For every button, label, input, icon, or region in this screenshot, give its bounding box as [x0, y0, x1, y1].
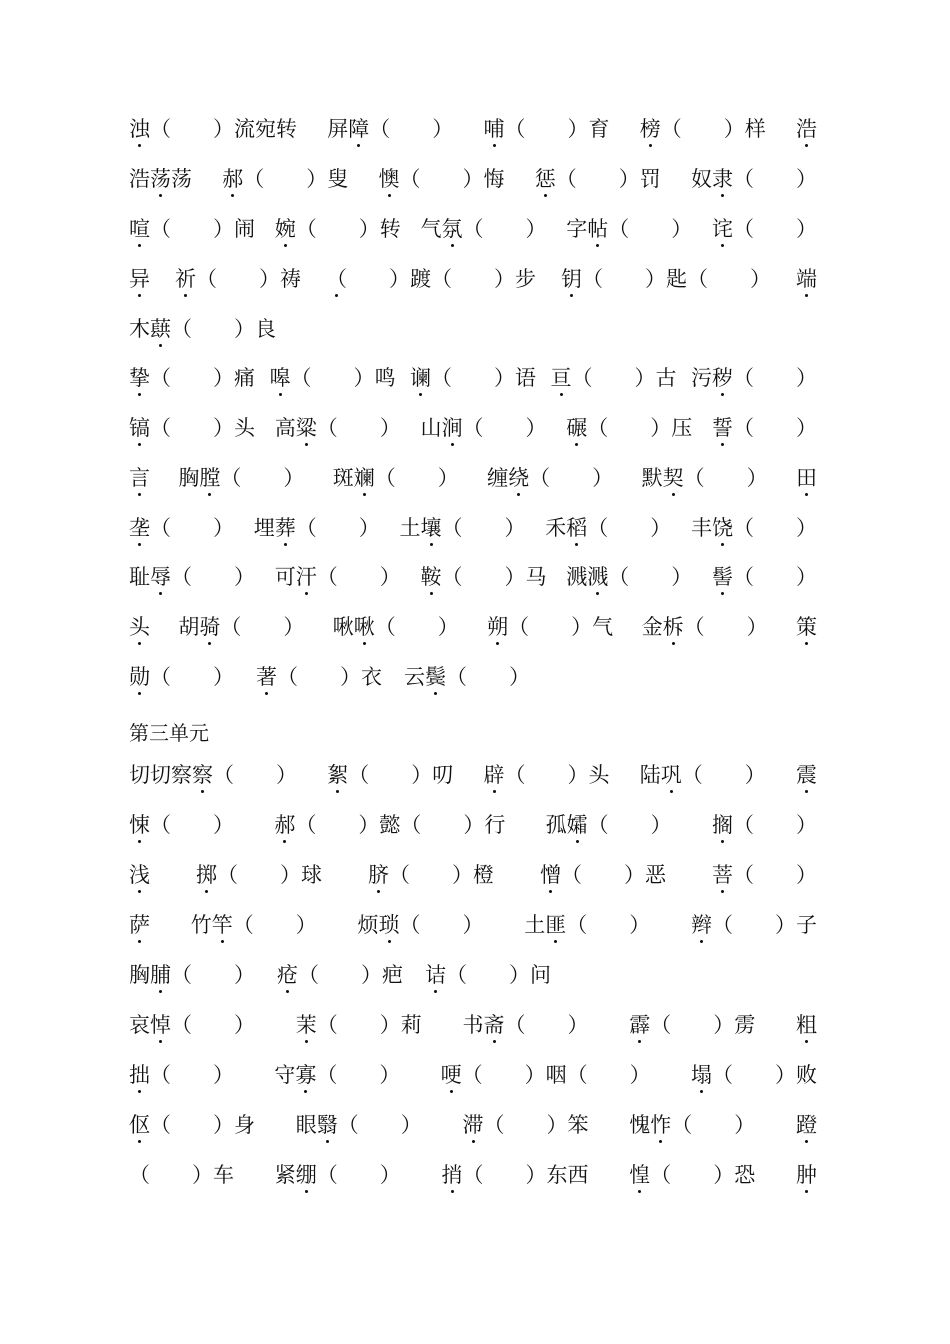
emphasis-dot-char: 秽 [712, 366, 733, 390]
text-line [129, 513, 817, 543]
emphasis-dot-char: 涧 [441, 416, 463, 440]
emphasis-dot-char: 镐 [129, 416, 150, 440]
word-entry: 缠绕（ ） [487, 466, 614, 490]
word-entry: 金柝（ ） [641, 615, 768, 639]
emphasis-dot-char: 郝 [274, 813, 296, 837]
emphasis-dot-char: 田 [795, 466, 817, 490]
word-entry: 浊（ ）流宛转 [129, 117, 297, 141]
emphasis-dot-char: （ [326, 267, 347, 291]
emphasis-dot-char: 浊 [129, 117, 150, 141]
emphasis-dot-char: 竿 [211, 913, 233, 937]
emphasis-dot-char: 鬓 [425, 665, 446, 689]
word-entry: 浩荡荡 [129, 167, 192, 191]
word-entry: 惶（ ）恐 [629, 1163, 756, 1187]
emphasis-dot-char: 髻 [712, 565, 733, 589]
emphasis-dot-char: 壤 [420, 516, 442, 540]
emphasis-dot-char: 震 [796, 763, 817, 787]
emphasis-dot-char: 汗 [295, 565, 317, 589]
text-line [129, 363, 817, 393]
word-entry: 陆巩（ ） [639, 763, 766, 787]
word-entry: 懊（ ）悔 [378, 167, 505, 191]
emphasis-dot-char: 憎 [540, 863, 561, 887]
word-entry: 钥（ ）匙（ ） [561, 267, 771, 291]
text-line [129, 810, 817, 840]
word-entry: 郝（ ）懿（ ）行 [274, 813, 506, 837]
word-entry: （ ）车 [129, 1163, 234, 1187]
word-entry [796, 612, 817, 642]
text-line [129, 314, 817, 344]
word-entry [129, 910, 150, 940]
emphasis-dot-char: 掷 [196, 863, 217, 887]
word-entry: 哀悼（ ） [129, 1013, 255, 1037]
emphasis-dot-char: 言 [129, 466, 150, 490]
word-entry: 木蕻（ ）良 [129, 317, 276, 341]
word-entry: 憎（ ）恶 [540, 863, 666, 887]
emphasis-dot-char: 孀 [566, 813, 588, 837]
emphasis-dot-char: 膛 [199, 466, 221, 490]
word-entry: 字帖（ ） [566, 217, 693, 241]
word-entry: 喧（ ）闹 [129, 217, 255, 241]
emphasis-dot-char: 辟 [483, 763, 505, 787]
word-entry: 胡骑（ ） [178, 615, 305, 639]
word-entry: 丰饶（ ） [691, 516, 817, 540]
emphasis-dot-char: 脯 [150, 963, 171, 987]
emphasis-dot-char: 斓 [353, 466, 375, 490]
emphasis-dot-char: 障 [348, 117, 370, 141]
word-entry: 垄（ ） [129, 516, 234, 540]
emphasis-dot-char: 察 [192, 763, 213, 787]
emphasis-dot-char: 蹬 [796, 1113, 817, 1137]
word-entry: 烦琐（ ） [357, 913, 484, 937]
emphasis-dot-char: 塌 [690, 1063, 712, 1087]
emphasis-dot-char: 策 [795, 615, 817, 639]
emphasis-dot-char: 祈 [175, 267, 196, 291]
emphasis-dot-char: 谰 [410, 366, 431, 390]
text-line [129, 612, 817, 642]
text-line [129, 264, 817, 294]
word-entry: 茉（ ）莉 [295, 1013, 422, 1037]
word-entry [796, 463, 817, 493]
emphasis-dot-char: 粱 [295, 416, 317, 440]
word-entry: 挚（ ）痛 [129, 366, 255, 390]
emphasis-dot-char: 绷 [295, 1163, 317, 1187]
word-entry: 竹竿（ ） [190, 913, 317, 937]
emphasis-dot-char: 誓 [712, 416, 733, 440]
emphasis-dot-char: 喧 [129, 217, 150, 241]
word-entry: 辟（ ）头 [483, 763, 610, 787]
word-entry: 云鬓（ ） [404, 665, 530, 689]
emphasis-dot-char: 朔 [487, 615, 509, 639]
emphasis-dot-char: 著 [256, 665, 277, 689]
word-entry [129, 463, 150, 493]
word-entry: 高粱（ ） [274, 416, 401, 440]
emphasis-dot-char: 头 [129, 615, 150, 639]
emphasis-dot-char: 哺 [483, 117, 505, 141]
emphasis-dot-char: 勋 [129, 665, 150, 689]
word-entry: 诘（ ）问 [425, 963, 551, 987]
emphasis-dot-char: 哽 [440, 1063, 462, 1087]
word-entry: 胸脯（ ） [129, 963, 255, 987]
emphasis-dot-char: 契 [662, 466, 684, 490]
word-entry [129, 264, 150, 294]
emphasis-dot-char: 肿 [796, 1163, 817, 1187]
word-entry: 诧（ ） [712, 217, 817, 241]
emphasis-dot-char: 氛 [441, 217, 463, 241]
emphasis-dot-char: 浩 [796, 117, 817, 141]
emphasis-dot-char: 惩 [534, 167, 556, 191]
word-entry: 切切察察（ ） [129, 763, 297, 787]
emphasis-dot-char: 悚 [129, 813, 150, 837]
emphasis-dot-char: 翳 [316, 1113, 338, 1137]
emphasis-dot-char: 隶 [712, 167, 733, 191]
emphasis-dot-char: 柝 [662, 615, 684, 639]
text-line [129, 860, 817, 890]
text-line [129, 910, 817, 940]
word-entry: 书斋（ ） [462, 1013, 589, 1037]
emphasis-dot-char: 怍 [650, 1113, 672, 1137]
word-entry: 奴隶（ ） [691, 167, 817, 191]
emphasis-dot-char: 菩 [712, 863, 733, 887]
word-entry: 气氛（ ） [420, 217, 547, 241]
word-entry: 谰（ ）语 [410, 366, 536, 390]
word-entry: 紧绷（ ） [274, 1163, 401, 1187]
word-entry [796, 264, 817, 294]
word-entry: 祈（ ）祷 [175, 267, 301, 291]
emphasis-dot-char: 寡 [295, 1063, 317, 1087]
word-entry [796, 760, 817, 790]
word-entry: 鞍（ ）马 [420, 565, 547, 589]
emphasis-dot-char: 葬 [274, 516, 296, 540]
word-entry: 耻辱（ ） [129, 565, 255, 589]
emphasis-dot-char: 疮 [277, 963, 298, 987]
emphasis-dot-char: 粗 [796, 1013, 817, 1037]
emphasis-dot-char: 榜 [639, 117, 661, 141]
emphasis-dot-char: 稻 [566, 516, 588, 540]
emphasis-dot-char: 诧 [712, 217, 733, 241]
word-entry: 污秽（ ） [691, 366, 817, 390]
emphasis-dot-char: 蕻 [150, 317, 171, 341]
emphasis-dot-char: 亘 [550, 366, 572, 390]
text-line [129, 662, 817, 692]
emphasis-dot-char: 惶 [629, 1163, 651, 1187]
word-entry: 溅溅（ ） [566, 565, 693, 589]
text-line [129, 413, 817, 443]
word-entry: 髻（ ） [712, 565, 817, 589]
text-line [129, 760, 817, 790]
word-entry: 默契（ ） [641, 466, 768, 490]
emphasis-dot-char: 辫 [691, 913, 712, 937]
emphasis-dot-char: 巩 [660, 763, 682, 787]
word-entry: 勋（ ） [129, 665, 234, 689]
text-line [129, 1110, 817, 1140]
emphasis-dot-char: 搁 [711, 813, 733, 837]
emphasis-dot-char: 萨 [129, 913, 150, 937]
word-entry: 捎（ ）东西 [441, 1163, 589, 1187]
text-line [129, 1010, 817, 1040]
emphasis-dot-char: 琐 [378, 913, 400, 937]
text-line [129, 960, 817, 990]
emphasis-dot-char: 嗥 [269, 366, 291, 390]
emphasis-dot-char: 绕 [508, 466, 530, 490]
emphasis-dot-char: 悼 [150, 1013, 171, 1037]
emphasis-dot-char: 垄 [129, 516, 150, 540]
word-entry: 伛（ ）身 [129, 1113, 255, 1137]
word-entry: 埋葬（ ） [253, 516, 380, 540]
text-line [129, 463, 817, 493]
emphasis-dot-char: 饶 [712, 516, 733, 540]
word-entry: 亘（ ）古 [550, 366, 677, 390]
word-entry: 惩（ ）罚 [534, 167, 661, 191]
word-entry [796, 114, 817, 144]
word-entry: 榜（ ）样 [639, 117, 766, 141]
emphasis-dot-char: 捎 [441, 1163, 463, 1187]
word-entry: 霹（ ）雳 [629, 1013, 756, 1037]
emphasis-dot-char: 帖 [587, 217, 609, 241]
word-entry: 可汗（ ） [274, 565, 401, 589]
text-line [129, 1160, 817, 1190]
word-entry: 哽（ ）咽（ ） [440, 1063, 651, 1087]
word-entry: 掷（ ）球 [196, 863, 322, 887]
text-line [129, 1060, 817, 1090]
word-entry: 滞（ ）笨 [462, 1113, 589, 1137]
section-heading: 第三单元 [129, 721, 209, 745]
emphasis-dot-char: 荡 [150, 167, 171, 191]
word-entry: 哺（ ）育 [483, 117, 610, 141]
word-entry: 婉（ ）转 [274, 217, 401, 241]
word-entry: 嗥（ ）鸣 [269, 366, 396, 390]
emphasis-dot-char: 浅 [129, 863, 150, 887]
emphasis-dot-char: 懊 [378, 167, 400, 191]
emphasis-dot-char: 茉 [295, 1013, 317, 1037]
word-entry: 辫（ ）子 [691, 913, 817, 937]
emphasis-dot-char: 伛 [129, 1113, 150, 1137]
emphasis-dot-char: 挚 [129, 366, 150, 390]
word-entry: 啾啾（ ） [332, 615, 459, 639]
word-entry [129, 860, 150, 890]
emphasis-dot-char: 絮 [327, 763, 349, 787]
word-entry: 眼翳（ ） [295, 1113, 422, 1137]
word-entry: 搁（ ） [711, 813, 817, 837]
emphasis-dot-char: 辱 [150, 565, 171, 589]
text-line [129, 164, 817, 194]
word-entry: 土壤（ ） [399, 516, 526, 540]
word-entry: 菩（ ） [712, 863, 817, 887]
word-entry: 守寡（ ） [274, 1063, 401, 1087]
word-entry: 斑斓（ ） [332, 466, 459, 490]
word-entry: 疮（ ）疤 [277, 963, 403, 987]
text-line [129, 214, 817, 244]
emphasis-dot-char: 斋 [483, 1013, 505, 1037]
word-entry: 脐（ ）橙 [368, 863, 494, 887]
emphasis-dot-char: 匪 [545, 913, 567, 937]
emphasis-dot-char: 啾 [353, 615, 375, 639]
word-entry: 碾（ ）压 [566, 416, 693, 440]
word-entry: 禾稻（ ） [545, 516, 672, 540]
text-line [129, 114, 817, 144]
word-entry [796, 1160, 817, 1190]
word-entry: 孤孀（ ） [545, 813, 672, 837]
word-entry: 山涧（ ） [420, 416, 547, 440]
word-entry: 土匪（ ） [524, 913, 651, 937]
word-entry: 朔（ ）气 [487, 615, 614, 639]
word-entry: 誓（ ） [712, 416, 817, 440]
word-entry: 著（ ）衣 [256, 665, 382, 689]
word-entry: 塌（ ）败 [690, 1063, 817, 1087]
emphasis-dot-char: 异 [129, 267, 150, 291]
emphasis-dot-char: 郝 [222, 167, 244, 191]
emphasis-dot-char: 霹 [629, 1013, 651, 1037]
emphasis-dot-char: 鞍 [420, 565, 442, 589]
word-entry: 悚（ ） [129, 813, 234, 837]
emphasis-dot-char: 婉 [274, 217, 296, 241]
word-entry: 愧怍（ ） [629, 1113, 756, 1137]
word-entry: 屏障（ ） [327, 117, 454, 141]
word-entry [796, 1010, 817, 1040]
emphasis-dot-char: 端 [796, 267, 817, 291]
word-entry: 拙（ ） [129, 1063, 234, 1087]
word-entry: 郝（ ）叟 [222, 167, 349, 191]
text-line [129, 562, 817, 592]
emphasis-dot-char: 脐 [368, 863, 389, 887]
word-entry: 絮（ ）叨 [327, 763, 454, 787]
emphasis-dot-char: 碾 [566, 416, 588, 440]
word-entry: （ ）踱（ ）步 [326, 267, 536, 291]
word-entry: 胸膛（ ） [178, 466, 305, 490]
word-entry [796, 1110, 817, 1140]
word-entry [129, 612, 150, 642]
emphasis-dot-char: 溅 [587, 565, 609, 589]
emphasis-dot-char: 骑 [199, 615, 221, 639]
word-entry: 镐（ ）头 [129, 416, 255, 440]
emphasis-dot-char: 钥 [561, 267, 582, 291]
emphasis-dot-char: 滞 [462, 1113, 484, 1137]
emphasis-dot-char: 诘 [425, 963, 446, 987]
emphasis-dot-char: 拙 [129, 1063, 150, 1087]
